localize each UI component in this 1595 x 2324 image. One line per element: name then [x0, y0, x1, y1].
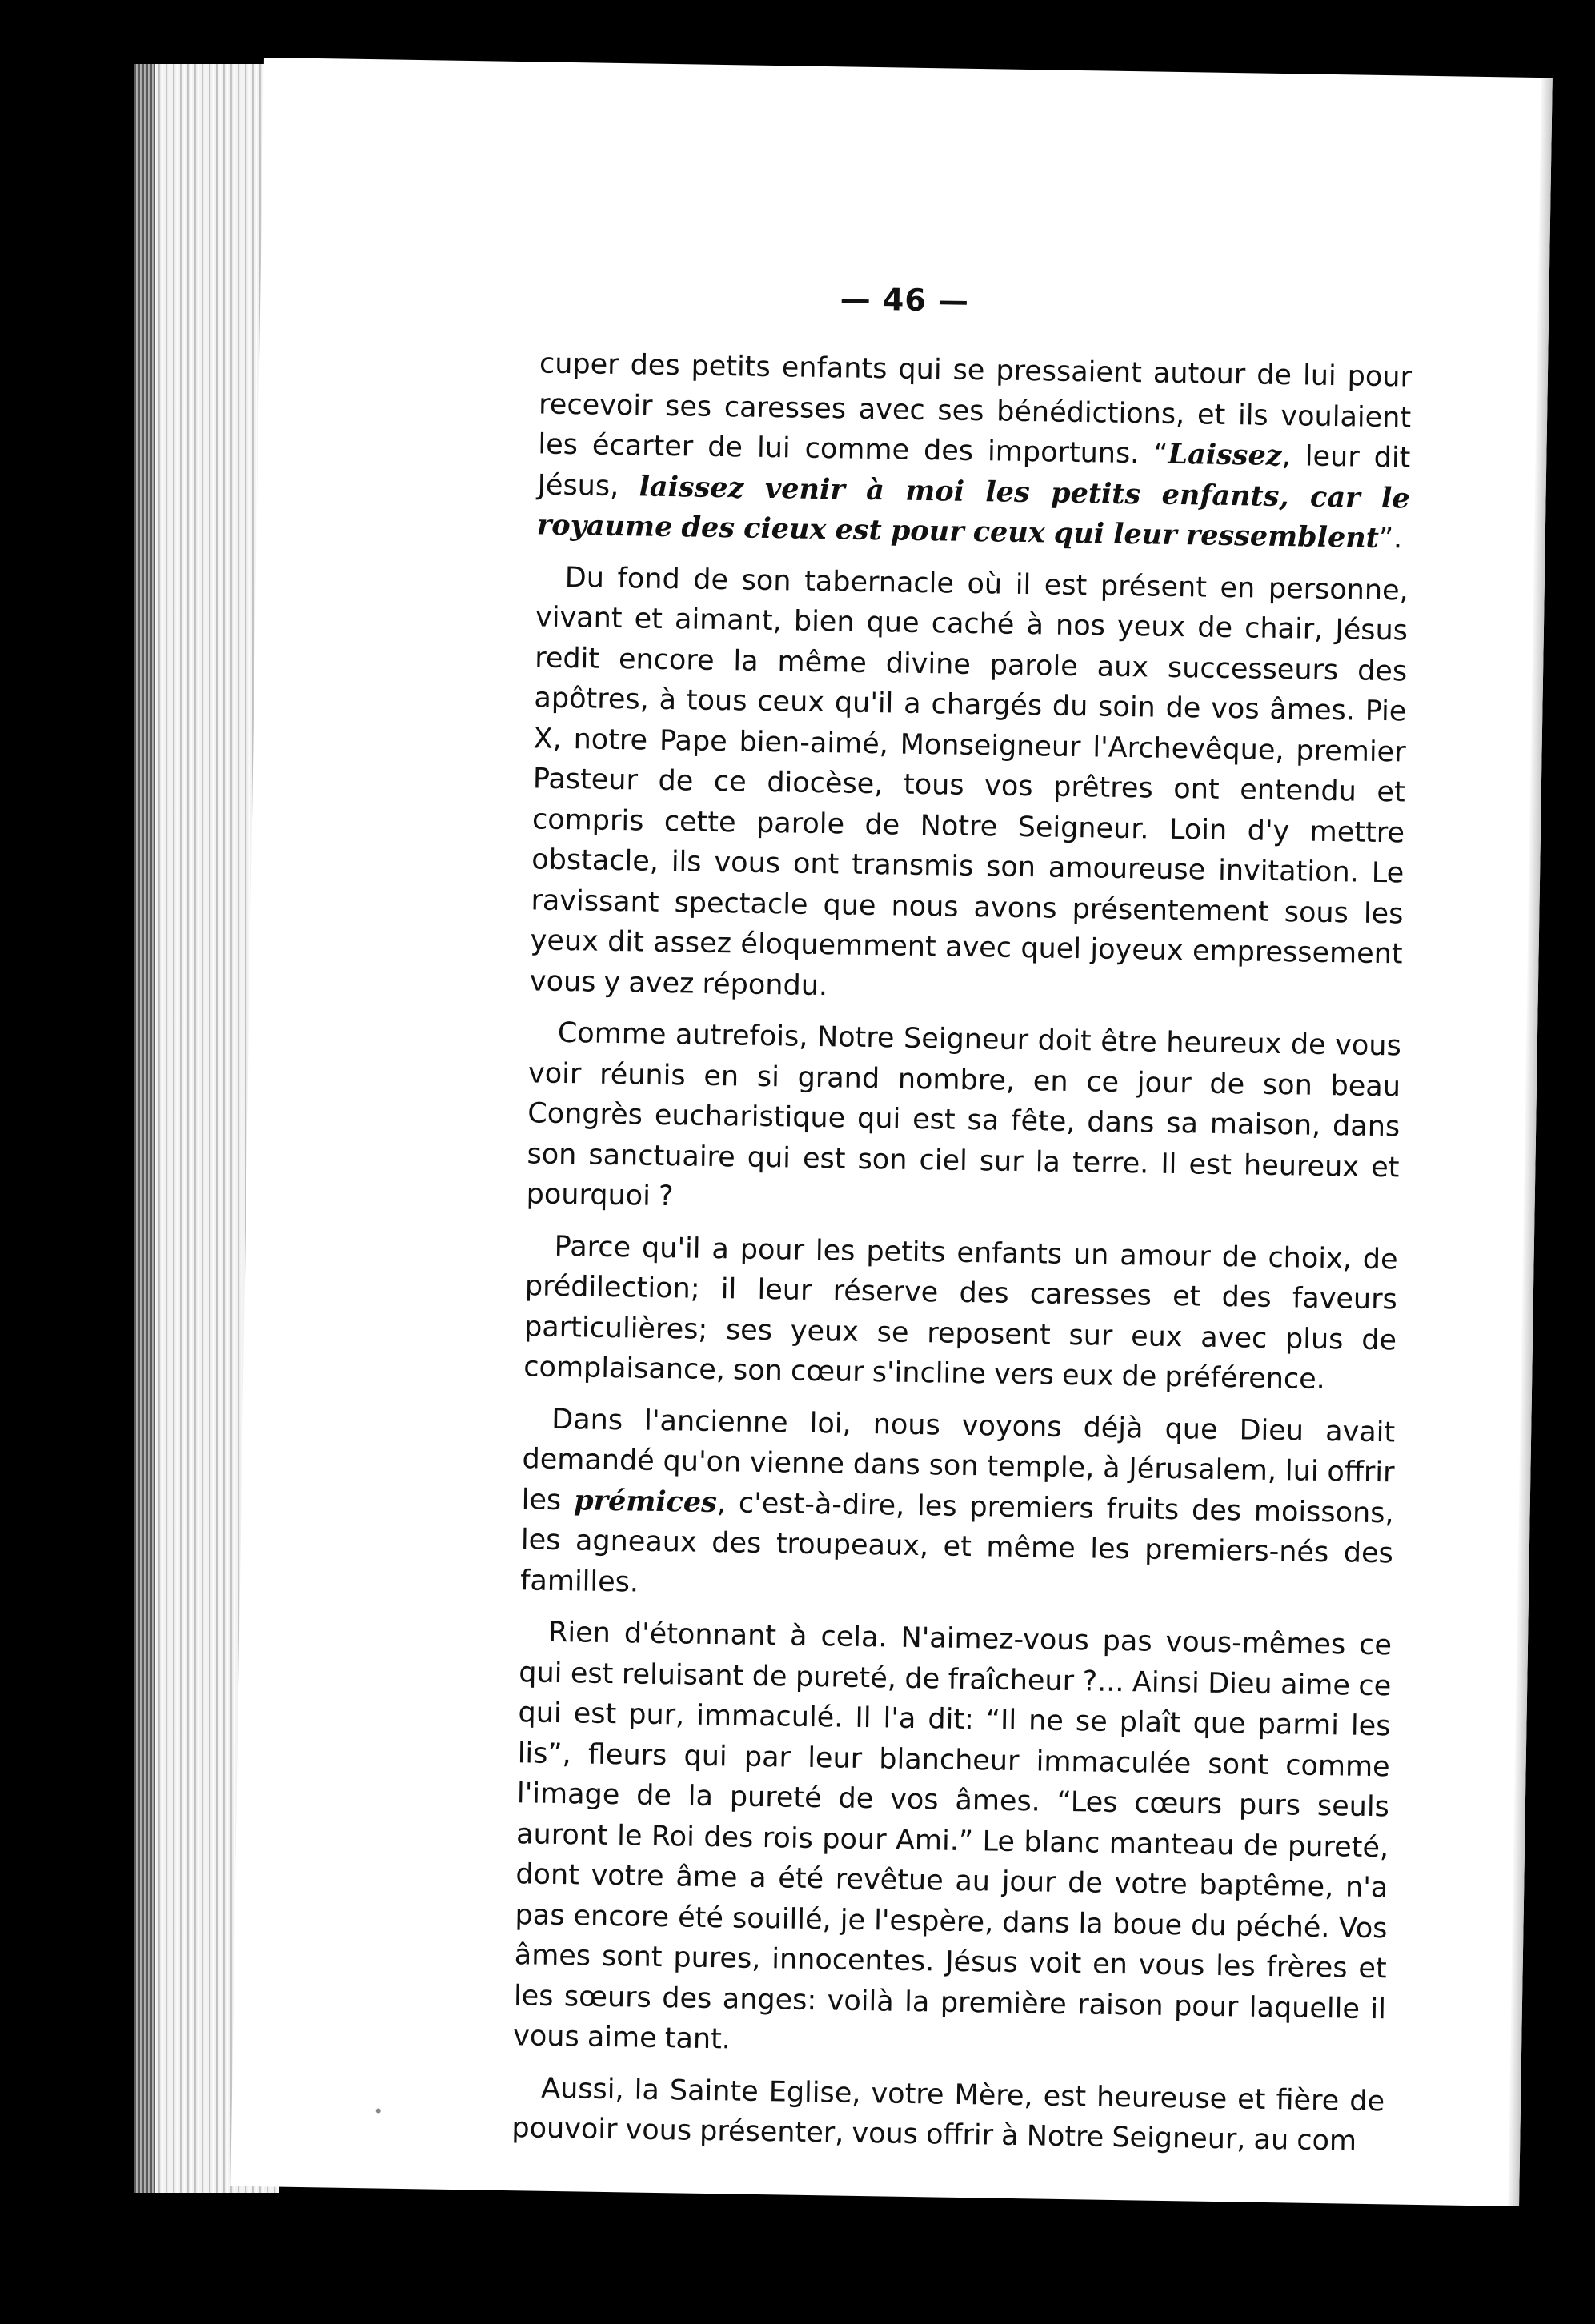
paragraph-5-italic: prémices	[573, 1483, 718, 1519]
body-text	[511, 343, 1413, 2173]
paragraph-3: Comme autrefois, Notre Seigneur doit être heureux de vous voir réunis en si grand nombre, en ce jour de son beau Congrès eucharistique qui est sa fête, dans sa maison, dans son sanctuaire qui est son ciel sur la terre. Il est heureux et pourquoi ?	[526, 1016, 1402, 1213]
paragraph-5-text-end: , c'est-à-dire, les premiers fruits des moissons, les agneaux des troupeaux, et même les premiers-nés des familles.	[519, 1486, 1394, 1599]
paragraph-2: Du fond de son tabernacle où il est présent en personne, vivant et aimant, bien que caché à nos yeux de chair, Jésus redit encore la même divine parole aux successeurs des apôtres, à tous ceux qu'il a chargés du soin de vos âmes. Pie X, notre Pape bien-aimé, Monseigneur l'Archevêque, premier Pasteur de ce diocèse, tous vos prêtres ont entendu et compris cette parole de Notre Seigneur. Loin d'y mettre obstacle, ils vous ont transmis son amoureuse invitation. Le ravissant spectacle que nous avons présentement sous les yeux dit assez éloquemment avec quel joyeux empressement vous y avez répondu.	[529, 561, 1409, 1002]
page-edge-shadow	[1508, 78, 1553, 2206]
book-page	[230, 58, 1553, 2206]
paragraph-5	[520, 1399, 1396, 1615]
paragraph-4: Parce qu'il a pour les petits enfants un amour de choix, de prédilection; il leur réserve des caresses et des faveurs particulières; ses yeux se reposent sur eux avec plus de complaisance, son cœur s'incline vers eux de préférence.	[523, 1230, 1398, 1396]
ink-speck	[376, 2109, 381, 2114]
paragraph-1-italic-quote: laissez venir à moi les petits enfants, car le royaume des cieux est pour ceux qui leur ressemblent	[536, 469, 1410, 555]
paragraph-6: Rien d'étonnant à cela. N'aimez-vous pas vous-mêmes ce qui est reluisant de pureté, de fraîcheur ?... Ainsi Dieu aime ce qui est pur, immaculé. Il l'a dit: “Il ne se plaît que parmi les lis”, fleurs qui par leur blancheur immaculée sont comme l'image de la pureté de vos âmes. “Les cœurs purs seuls auront le Roi des rois pour Ami.” Le blanc manteau de pureté, dont votre âme a été revêtue au jour de votre baptême, n'a pas encore été souillé, je l'espère, dans la boue du péché. Vos âmes sont pures, innocentes. Jésus voit en vous les frères et les sœurs des anges: voilà la première raison pour laquelle il vous aime tant.	[512, 1616, 1393, 2056]
paragraph-5-text: Dans l'ancienne loi, nous voyons déjà que Dieu avait demandé qu'on vienne dans son temple, à Jérusalem, lui offrir les	[521, 1403, 1396, 1517]
paragraph-1-text-end: ”.	[1378, 522, 1403, 555]
paragraph-1-text-middle: , leur dit Jésus,	[537, 440, 1411, 503]
paragraph-7: Aussi, la Sainte Eglise, votre Mère, est heureuse et fière de pouvoir vous présenter, vous offrir à Notre Seigneur, au com	[511, 2072, 1385, 2158]
paragraph-1-text: cuper des petits enfants qui se pressaient autour de lui pour recevoir ses caresses avec ses bénédictions, et ils voulaient les écarter de lui comme des importuns. “	[538, 347, 1413, 471]
paragraph-1-italic: Laissez	[1168, 437, 1282, 473]
paragraph-1	[536, 343, 1412, 559]
page-number: — 46 —	[840, 281, 970, 319]
